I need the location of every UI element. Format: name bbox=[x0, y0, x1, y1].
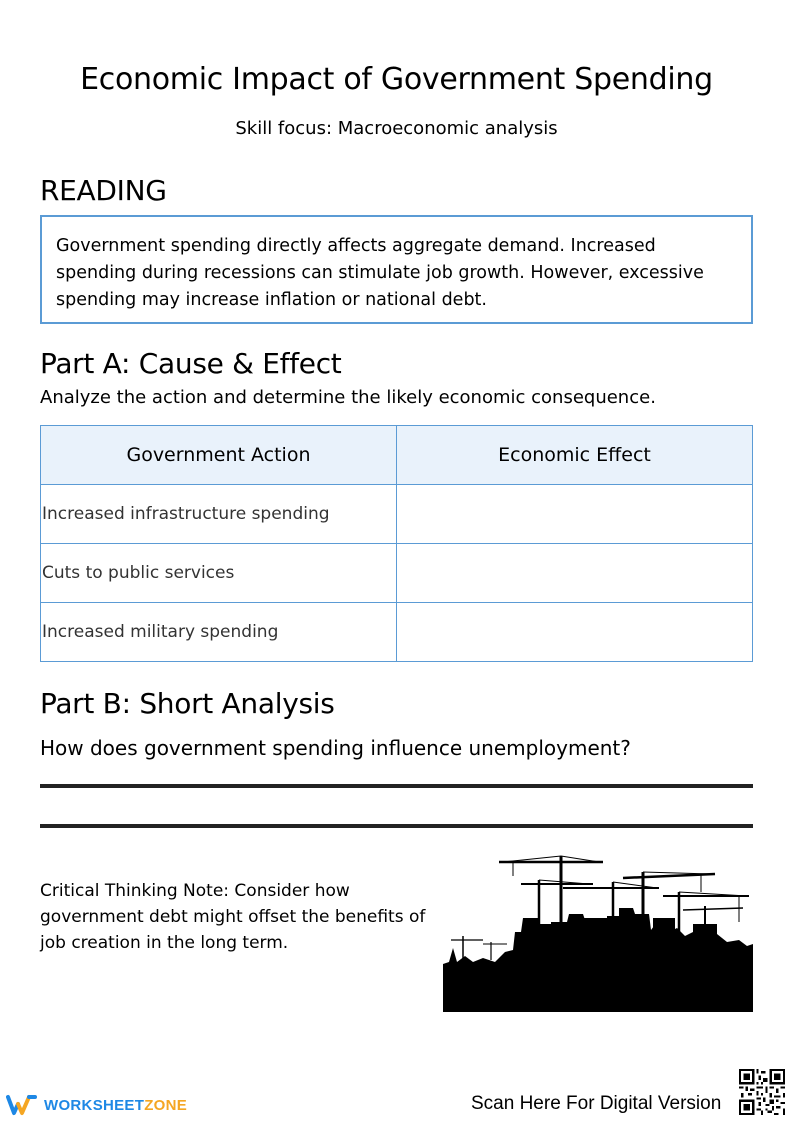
reading-heading: READING bbox=[40, 174, 167, 207]
worksheetzone-logo-icon bbox=[6, 1094, 38, 1116]
part-b-question: How does government spending influence unemployment? bbox=[40, 736, 631, 760]
cause-effect-table bbox=[40, 425, 753, 662]
scan-instruction: Scan Here For Digital Version bbox=[471, 1093, 722, 1114]
table-header-row bbox=[41, 426, 753, 485]
reading-passage-text: Government spending directly affects aggregate demand. Increased spending during recessions can stimulate job growth. However, excessive spending may increase inflation or national debt. bbox=[56, 236, 704, 310]
effect-answer-cell[interactable] bbox=[397, 544, 753, 603]
qr-code-icon[interactable] bbox=[739, 1069, 785, 1115]
column-header-effect: Economic Effect bbox=[397, 426, 753, 485]
part-b-heading: Part B: Short Analysis bbox=[40, 687, 335, 720]
critical-thinking-note: Critical Thinking Note: Consider how government debt might offset the benefits of job creation in the long term. bbox=[40, 881, 426, 953]
action-cell: Increased infrastructure spending bbox=[41, 485, 397, 544]
reading-passage-box bbox=[40, 215, 753, 324]
action-cell: Cuts to public services bbox=[41, 544, 397, 603]
column-header-action: Government Action bbox=[41, 426, 397, 485]
brand-name bbox=[44, 1097, 187, 1114]
effect-answer-cell[interactable] bbox=[397, 485, 753, 544]
worksheetzone-brand[interactable] bbox=[6, 1093, 187, 1117]
brand-name-accent: ZONE bbox=[144, 1096, 188, 1114]
part-a-heading: Part A: Cause & Effect bbox=[40, 347, 342, 380]
page-title: Economic Impact of Government Spending bbox=[80, 62, 713, 97]
table-row bbox=[41, 544, 753, 603]
table-row bbox=[41, 485, 753, 544]
table-row bbox=[41, 603, 753, 662]
answer-line[interactable] bbox=[40, 824, 753, 828]
construction-skyline-image bbox=[443, 852, 753, 1012]
page-subtitle: Skill focus: Macroeconomic analysis bbox=[235, 118, 558, 139]
part-a-instruction: Analyze the action and determine the likely economic consequence. bbox=[40, 387, 656, 408]
action-cell: Increased military spending bbox=[41, 603, 397, 662]
answer-line[interactable] bbox=[40, 784, 753, 788]
effect-answer-cell[interactable] bbox=[397, 603, 753, 662]
brand-name-main: WORKSHEET bbox=[44, 1096, 145, 1114]
